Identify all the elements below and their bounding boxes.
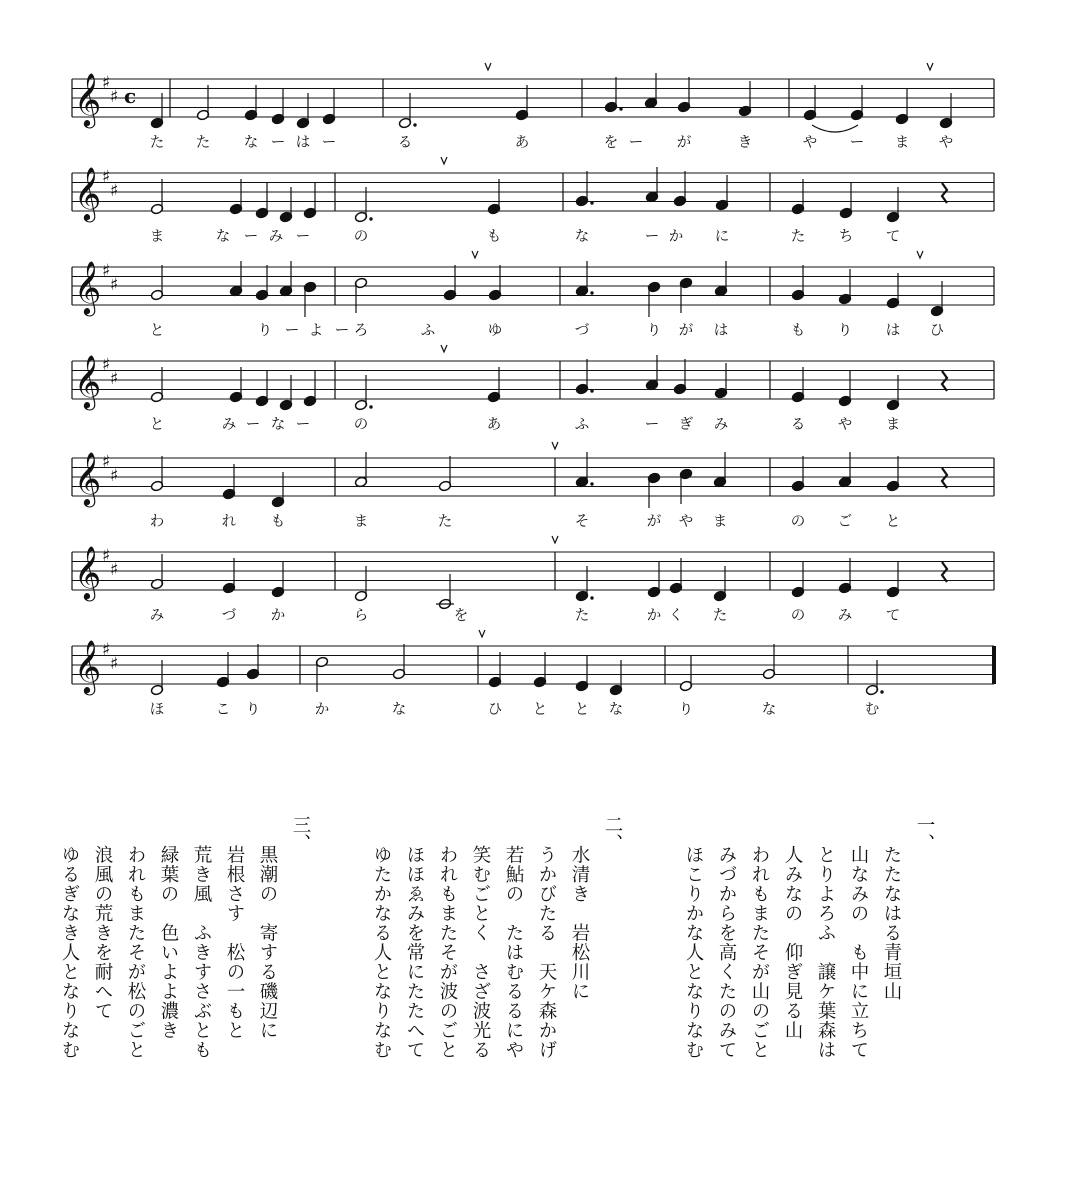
lyric-syllable: は <box>295 135 311 151</box>
treble-clef-icon: 𝄞 <box>74 451 102 505</box>
lyric-syllable: み <box>837 608 853 624</box>
lyric-syllable: も <box>270 514 286 530</box>
sharp-icon: ♯ <box>102 452 111 472</box>
lyric-syllable: に <box>714 229 730 245</box>
lyric-syllable: ほ <box>149 702 165 718</box>
lyric-syllable: な <box>215 229 231 245</box>
verse-line: うかびたる 天ケ森かげ <box>536 845 557 1060</box>
verse-line: われもまたそが波のごと <box>437 845 458 1060</box>
verse-line: みづからを高くたのみて <box>716 845 737 1060</box>
breath-mark <box>552 536 558 543</box>
lyric-syllable: と <box>149 417 165 433</box>
lyric-syllable: れ <box>221 514 237 530</box>
lyric-syllable: を <box>603 135 619 151</box>
note-dot <box>590 389 593 392</box>
lyric-syllable: わ <box>149 514 165 530</box>
lyric-syllable: み <box>713 417 729 433</box>
note-dot <box>590 482 593 485</box>
lyric-syllable: ぎ <box>678 417 694 433</box>
breath-mark <box>552 442 558 449</box>
lyric-syllable: も <box>486 229 502 245</box>
lyric-syllable: む <box>864 702 880 718</box>
breath-mark <box>917 251 923 258</box>
lyric-syllable: か <box>668 229 684 245</box>
lyric-syllable: を <box>453 608 469 624</box>
lyric-syllable: と <box>149 323 165 339</box>
treble-clef-icon: 𝄞 <box>74 639 102 693</box>
lyric-syllable: の <box>353 417 369 433</box>
verse-line: 水清き 岩松川に <box>569 845 590 1001</box>
verse-line: ほこりかな人となりなむ <box>683 845 704 1060</box>
note-dot <box>590 201 593 204</box>
lyric-syllable: こ <box>215 702 231 718</box>
verse-number: 二、 <box>602 815 623 852</box>
lyric-syllable: み <box>268 229 284 245</box>
breath-mark <box>485 63 491 70</box>
lyric-syllable: み <box>221 417 237 433</box>
verse-line: ほほゑみを常にたたへて <box>404 845 425 1060</box>
breath-mark <box>479 630 485 637</box>
note-dot <box>880 690 883 693</box>
note-dot <box>369 405 372 408</box>
lyric-syllable: る <box>790 417 806 433</box>
verse-line: 黒潮の 寄する磯辺に <box>257 845 278 1040</box>
lyric-syllable: ー <box>245 417 261 433</box>
note-dot <box>369 217 372 220</box>
lyric-syllable: づ <box>221 608 237 624</box>
lyric-syllable: や <box>837 417 853 433</box>
lyric-syllable: ゆ <box>487 323 503 339</box>
lyric-syllable: や <box>938 135 954 151</box>
treble-clef-icon: 𝄞 <box>74 545 102 599</box>
sharp-icon: ♯ <box>102 73 111 93</box>
lyric-syllable: た <box>195 135 211 151</box>
lyric-syllable: か <box>270 608 286 624</box>
lyric-syllable: の <box>790 608 806 624</box>
verses <box>53 815 941 1115</box>
lyric-syllable: ー <box>334 323 350 339</box>
lyric-syllable: ひ <box>487 702 503 718</box>
lyric-syllable: ふ <box>420 323 436 339</box>
lyric-syllable: た <box>437 514 453 530</box>
note-dot <box>413 123 416 126</box>
lyric-syllable: る <box>397 135 413 151</box>
lyric-syllable: な <box>608 702 624 718</box>
lyric-syllable: ー <box>644 417 660 433</box>
verse-line: とりよろふ 譲ケ葉森は <box>815 845 836 1060</box>
treble-clef-icon: 𝄞 <box>74 166 102 220</box>
lyric-syllable: が <box>676 135 692 151</box>
lyric-syllable: り <box>245 702 261 718</box>
sharp-icon: ♯ <box>102 355 111 375</box>
rest-icon <box>942 562 947 582</box>
lyric-syllable: く <box>668 608 684 624</box>
lyric-syllable: と <box>574 702 590 718</box>
lyric-syllable: ひ <box>929 323 945 339</box>
verse-line: われもまたそが山のごと <box>749 845 770 1060</box>
lyric-syllable: あ <box>486 417 502 433</box>
sharp-icon: ♯ <box>102 167 111 187</box>
lyric-syllable: ー <box>321 135 337 151</box>
lyric-syllable: た <box>790 229 806 245</box>
lyric-syllable: ろ <box>353 323 369 339</box>
lyric-syllable: ま <box>353 514 369 530</box>
lyric-syllable: な <box>761 702 777 718</box>
verse-line: 浪風の荒きを耐へて <box>92 845 113 1021</box>
treble-clef-icon: 𝄞 <box>74 72 102 126</box>
verse-line: 荒き風 ふきすさぶとも <box>191 845 212 1060</box>
lyric-syllable: ま <box>894 135 910 151</box>
lyric-syllable: や <box>802 135 818 151</box>
lyric-syllable: ま <box>712 514 728 530</box>
lyric-syllable: な <box>574 229 590 245</box>
lyric-syllable: き <box>737 135 753 151</box>
sharp-icon: ♯ <box>110 275 119 295</box>
sharp-icon: ♯ <box>110 87 119 107</box>
lyric-syllable: ー <box>270 135 286 151</box>
lyric-syllable: あ <box>514 135 530 151</box>
lyric-syllable: の <box>790 514 806 530</box>
breath-mark <box>441 345 447 352</box>
lyric-syllable: ー <box>295 417 311 433</box>
lyric-syllable: そ <box>574 514 590 530</box>
verse-line: ゆるぎなき人となりなむ <box>59 845 80 1060</box>
verse-line: 山なみの も中に立ちて <box>848 845 869 1060</box>
lyric-syllable: ー <box>243 229 259 245</box>
lyric-syllable: か <box>646 608 662 624</box>
verse-2 <box>365 815 629 1115</box>
lyric-syllable: り <box>646 323 662 339</box>
verse-number: 三、 <box>290 815 311 852</box>
rest-icon <box>942 468 947 488</box>
slur <box>812 125 858 132</box>
sharp-icon: ♯ <box>110 369 119 389</box>
lyric-syllable: り <box>837 323 853 339</box>
note-dot <box>590 596 593 599</box>
lyric-syllable: か <box>314 702 330 718</box>
treble-clef-icon: 𝄞 <box>74 354 102 408</box>
lyric-syllable: は <box>885 323 901 339</box>
lyric-syllable: と <box>885 514 901 530</box>
lyric-syllable: た <box>712 608 728 624</box>
lyric-syllable: の <box>353 229 369 245</box>
verse-line: 人みなの 仰ぎ見る山 <box>782 845 803 1040</box>
verse-line: われもまたそが松のごと <box>125 845 146 1060</box>
verse-line: 若鮎の たはむるるにや <box>503 845 524 1060</box>
lyric-syllable: な <box>391 702 407 718</box>
lyric-syllable: も <box>790 323 806 339</box>
lyric-syllable: や <box>678 514 694 530</box>
verse-line: たたなはる青垣山 <box>881 845 902 1001</box>
lyric-syllable: た <box>149 135 165 151</box>
lyric-syllable: ご <box>837 514 853 530</box>
note-dot <box>590 291 593 294</box>
lyric-syllable: て <box>885 229 901 245</box>
sharp-icon: ♯ <box>110 654 119 674</box>
sharp-icon: ♯ <box>110 181 119 201</box>
lyric-syllable: ー <box>628 135 644 151</box>
lyric-syllable: り <box>257 323 273 339</box>
breath-mark <box>927 63 933 70</box>
verse-line: 緑葉の 色いよよ濃き <box>158 845 179 1040</box>
lyric-syllable: ー <box>295 229 311 245</box>
lyric-syllable: な <box>270 417 286 433</box>
lyric-syllable: ま <box>149 229 165 245</box>
time-signature: c <box>124 84 137 108</box>
note-dot <box>619 107 622 110</box>
lyric-syllable: み <box>149 608 165 624</box>
breath-mark <box>472 251 478 258</box>
sharp-icon: ♯ <box>102 640 111 660</box>
verse-line: 笑むごとく さざ波光る <box>470 845 491 1060</box>
lyric-syllable: て <box>885 608 901 624</box>
lyric-syllable: ふ <box>574 417 590 433</box>
lyric-syllable: た <box>574 608 590 624</box>
verse-line: 岩根さす 松の一もと <box>224 845 245 1040</box>
verse-1 <box>677 815 941 1115</box>
rest-icon <box>942 183 947 203</box>
verse-number: 一、 <box>914 815 935 852</box>
breath-mark <box>441 157 447 164</box>
sharp-icon: ♯ <box>102 261 111 281</box>
lyric-syllable: ー <box>849 135 865 151</box>
lyric-syllable: ち <box>838 229 854 245</box>
lyric-syllable: ー <box>644 229 660 245</box>
lyric-syllable: ー <box>284 323 300 339</box>
verse-line: ゆたかなる人となりなむ <box>371 845 392 1060</box>
rest-icon <box>942 371 947 391</box>
lyric-syllable: ら <box>353 608 369 624</box>
lyric-syllable: づ <box>574 323 590 339</box>
sharp-icon: ♯ <box>102 546 111 566</box>
lyric-syllable: ま <box>885 417 901 433</box>
treble-clef-icon: 𝄞 <box>74 260 102 314</box>
lyric-syllable: が <box>678 323 694 339</box>
verse-3 <box>53 815 317 1115</box>
sharp-icon: ♯ <box>110 466 119 486</box>
lyric-syllable: は <box>713 323 729 339</box>
lyric-syllable: な <box>243 135 259 151</box>
sharp-icon: ♯ <box>110 560 119 580</box>
lyric-syllable: と <box>532 702 548 718</box>
lyric-syllable: が <box>646 514 662 530</box>
lyric-syllable: よ <box>308 323 324 339</box>
lyric-syllable: り <box>678 702 694 718</box>
